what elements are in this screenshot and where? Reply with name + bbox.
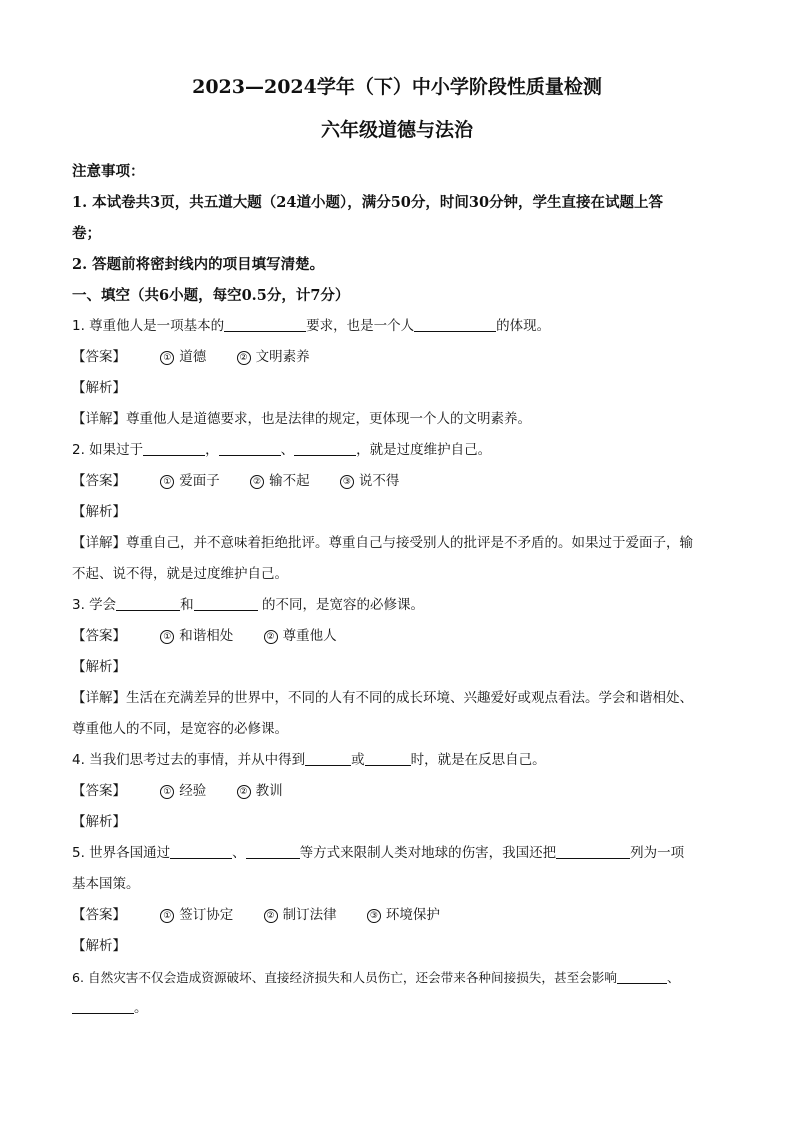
blank: [365, 751, 411, 766]
blank: [617, 969, 667, 984]
answer-value: 制订法律: [282, 907, 337, 923]
answer-value: 和谐相处: [179, 628, 234, 644]
answer-label: 【答案】: [72, 349, 126, 365]
detail-row-1: [72, 404, 722, 435]
notice-heading: 注意事项：: [72, 163, 145, 180]
answer-value: 签订协定: [179, 907, 234, 923]
answer-value: 文明素养: [255, 349, 310, 365]
option-number: ①: [160, 785, 174, 799]
blank: [116, 596, 180, 611]
answer-row-3: [72, 621, 722, 652]
question-text: 、: [666, 970, 680, 985]
question-4: [72, 745, 722, 776]
question-1: [72, 311, 722, 342]
blank: [556, 844, 630, 859]
question-text: 列为一项: [630, 845, 685, 861]
blank: [219, 441, 281, 456]
option-number: ①: [160, 475, 174, 489]
option-number: ②: [264, 630, 278, 644]
blank: [72, 999, 134, 1014]
question-text: 。: [134, 1000, 148, 1016]
answer-value: 经验: [179, 783, 207, 799]
answer-value: 爱面子: [179, 473, 220, 489]
blank: [414, 317, 496, 332]
notice-item-1-cont: 卷；: [72, 225, 101, 242]
detail-text: 尊重他人是道德要求，也是法律的规定，更体现一个人的文明素养。: [126, 411, 531, 427]
question-text: 的不同，是宽容的必修课。: [257, 597, 424, 613]
answer-value: 输不起: [269, 473, 310, 489]
analysis-label: 【解析】: [72, 814, 126, 830]
notice-item-2: 2. 答题前将密封线内的项目填写清楚。: [72, 256, 325, 273]
detail-text: 尊重自己，并不意味着拒绝批评。尊重自己与接受别人的批评是不矛盾的。如果过于爱面子，输: [126, 535, 693, 551]
option-number: ③: [367, 909, 381, 923]
option-number: ②: [237, 785, 251, 799]
blank: [143, 441, 205, 456]
question-6: [72, 962, 722, 993]
question-text: 3. 学会: [72, 597, 117, 613]
question-text: 4. 当我们思考过去的事情，并从中得到: [72, 752, 306, 768]
question-text: 6. 自然灾害不仅会造成资源破坏、直接经济损失和人员伤亡，还会带来各种间接损失，甚至会影响: [72, 970, 617, 985]
answer-label: 【答案】: [72, 907, 126, 923]
question-text: 1. 尊重他人是一项基本的: [72, 318, 225, 334]
question-2: [72, 435, 722, 466]
detail-label: 【详解】: [72, 535, 126, 551]
option-number: ②: [250, 475, 264, 489]
question-text: ，就是过度维护自己。: [356, 442, 492, 458]
option-number: ①: [160, 630, 174, 644]
blank: [224, 317, 306, 332]
answer-value: 道德: [179, 349, 207, 365]
question-text: 时，就是在反思自己。: [410, 752, 546, 768]
detail-row-3-cont: 尊重他人的不同，是宽容的必修课。: [72, 721, 288, 737]
option-number: ①: [160, 351, 174, 365]
question-text: 等方式来限制人类对地球的伤害，我国还把: [299, 845, 557, 861]
exam-page: [72, 60, 722, 1024]
detail-row-2: [72, 528, 722, 559]
analysis-label: 【解析】: [72, 938, 126, 954]
option-number: ②: [264, 909, 278, 923]
question-text: ，: [205, 442, 219, 458]
section-heading: 一、填空（共6小题，每空0.5分，计7分）: [72, 287, 350, 304]
question-text: 、: [280, 442, 295, 458]
analysis-label: 【解析】: [72, 659, 126, 675]
answer-label: 【答案】: [72, 628, 126, 644]
answer-value: 教训: [255, 783, 283, 799]
blank: [246, 844, 300, 859]
answer-value: 说不得: [358, 473, 400, 489]
detail-row-2-cont: 不起、说不得，就是过度维护自己。: [72, 566, 288, 582]
answer-row-2: [72, 466, 722, 497]
blank: [170, 844, 232, 859]
question-5-cont: 基本国策。: [72, 876, 140, 892]
question-text: 和: [180, 597, 194, 613]
answer-row-4: [72, 776, 722, 807]
question-text: 要求，也是一个人: [306, 318, 415, 334]
notice-item-1: 1. 本试卷共3页，共五道大题（24道小题），满分50分，时间30分钟，学生直接在试题上答: [72, 194, 664, 211]
answer-value: 尊重他人: [282, 628, 337, 644]
detail-text: 生活在充满差异的世界中，不同的人有不同的成长环境、兴趣爱好或观点看法。学会和谐相处、: [126, 690, 693, 706]
question-6-cont: [72, 993, 722, 1024]
option-number: ③: [340, 475, 354, 489]
answer-label: 【答案】: [72, 473, 126, 489]
question-text: 或: [351, 752, 365, 768]
analysis-label: 【解析】: [72, 504, 126, 520]
blank: [305, 751, 351, 766]
question-text: 2. 如果过于: [72, 442, 144, 458]
page-title: 2023—2024学年（下）中小学阶段性质量检测: [192, 76, 602, 98]
analysis-label: 【解析】: [72, 380, 126, 396]
option-number: ②: [237, 351, 251, 365]
detail-row-3: [72, 683, 722, 714]
answer-row-5: [72, 900, 722, 931]
answer-label: 【答案】: [72, 783, 126, 799]
blank: [194, 596, 258, 611]
question-text: 5. 世界各国通过: [72, 845, 171, 861]
question-3: [72, 590, 722, 621]
detail-label: 【详解】: [72, 411, 126, 427]
blank: [294, 441, 356, 456]
option-number: ①: [160, 909, 174, 923]
question-text: 的体现。: [496, 318, 551, 334]
page-subtitle: 六年级道德与法治: [320, 119, 473, 141]
answer-value: 环境保护: [385, 907, 440, 923]
question-5: [72, 838, 722, 869]
answer-row-1: [72, 342, 722, 373]
detail-label: 【详解】: [72, 690, 126, 706]
question-text: 、: [232, 845, 246, 861]
